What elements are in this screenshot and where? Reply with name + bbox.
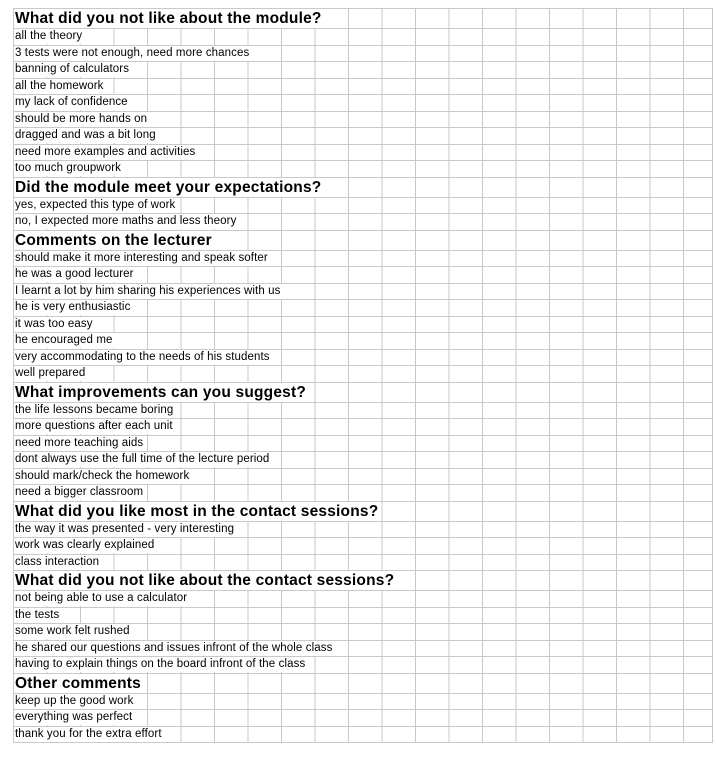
- section-heading: What did you not like about the contact sessions?: [15, 571, 397, 590]
- comment-row[interactable]: [13, 484, 712, 501]
- comment-text: not being able to use a calculator: [15, 591, 190, 606]
- section-header-row[interactable]: [13, 673, 712, 693]
- section-header-row[interactable]: [13, 382, 712, 402]
- comment-row[interactable]: [13, 213, 712, 230]
- comment-text: he is very enthusiastic: [15, 300, 133, 315]
- comment-row[interactable]: [13, 623, 712, 640]
- comment-text: need a bigger classroom: [15, 485, 146, 500]
- section-heading: What did you not like about the module?: [15, 9, 325, 28]
- section-heading: Comments on the lecturer: [15, 231, 215, 250]
- comment-row[interactable]: [13, 468, 712, 485]
- comment-text: should be more hands on: [15, 112, 150, 127]
- comment-text: it was too easy: [15, 317, 96, 332]
- comment-text: some work felt rushed: [15, 624, 133, 639]
- comment-text: he encouraged me: [15, 333, 116, 348]
- comment-text: all the homework: [15, 79, 107, 94]
- comment-row[interactable]: [13, 554, 712, 571]
- comment-row[interactable]: [13, 283, 712, 300]
- section-header-row[interactable]: [13, 230, 712, 250]
- comment-row[interactable]: [13, 726, 712, 743]
- comment-row[interactable]: [13, 316, 712, 333]
- comment-text: need more teaching aids: [15, 436, 146, 451]
- comment-row[interactable]: [13, 160, 712, 177]
- section-heading: Other comments: [15, 674, 144, 693]
- comment-row[interactable]: [13, 250, 712, 267]
- comment-row[interactable]: [13, 144, 712, 161]
- comment-row[interactable]: [13, 45, 712, 62]
- comment-text: work was clearly explained: [15, 538, 157, 553]
- comment-row[interactable]: [13, 537, 712, 554]
- comment-text: well prepared: [15, 366, 88, 381]
- section-header-row[interactable]: [13, 177, 712, 197]
- comment-text: class interaction: [15, 555, 102, 570]
- comment-text: keep up the good work: [15, 694, 136, 709]
- comment-row[interactable]: [13, 365, 712, 382]
- comment-text: the life lessons became boring: [15, 403, 176, 418]
- comment-row[interactable]: [13, 693, 712, 710]
- comment-text: thank you for the extra effort: [15, 727, 165, 742]
- comment-text: dont always use the full time of the lecture period: [15, 452, 272, 467]
- comment-row[interactable]: [13, 349, 712, 366]
- comment-row[interactable]: [13, 402, 712, 419]
- comment-text: dragged and was a bit long: [15, 128, 159, 143]
- comment-row[interactable]: [13, 607, 712, 624]
- comment-row[interactable]: [13, 451, 712, 468]
- comment-row[interactable]: [13, 197, 712, 214]
- comment-text: need more examples and activities: [15, 145, 198, 160]
- comment-row[interactable]: [13, 111, 712, 128]
- comment-text: having to explain things on the board infront of the class: [15, 657, 308, 672]
- comment-row[interactable]: [13, 435, 712, 452]
- comment-text: all the theory: [15, 29, 85, 44]
- comment-text: he was a good lecturer: [15, 267, 137, 282]
- section-heading: What did you like most in the contact sessions?: [15, 502, 381, 521]
- comment-row[interactable]: [13, 299, 712, 316]
- comment-row[interactable]: [13, 640, 712, 657]
- section-header-row[interactable]: [13, 8, 712, 28]
- comment-row[interactable]: [13, 418, 712, 435]
- comment-row[interactable]: [13, 332, 712, 349]
- comment-row[interactable]: [13, 28, 712, 45]
- comment-text: 3 tests were not enough, need more chances: [15, 46, 252, 61]
- comment-text: the way it was presented - very interesting: [15, 522, 237, 537]
- comment-text: banning of calculators: [15, 62, 132, 77]
- comment-row[interactable]: [13, 94, 712, 111]
- comment-text: should mark/check the homework: [15, 469, 192, 484]
- comment-text: too much groupwork: [15, 161, 124, 176]
- comment-row[interactable]: [13, 590, 712, 607]
- comment-text: my lack of confidence: [15, 95, 131, 110]
- comment-text: he shared our questions and issues infront of the whole class: [15, 641, 335, 656]
- comment-row[interactable]: [13, 78, 712, 95]
- spreadsheet-grid: [13, 8, 713, 743]
- comment-text: more questions after each unit: [15, 419, 176, 434]
- section-heading: Did the module meet your expectations?: [15, 178, 324, 197]
- section-header-row[interactable]: [13, 501, 712, 521]
- section-heading: What improvements can you suggest?: [15, 383, 309, 402]
- section-header-row[interactable]: [13, 570, 712, 590]
- comment-row[interactable]: [13, 61, 712, 78]
- comment-text: no, I expected more maths and less theory: [15, 214, 239, 229]
- comment-text: everything was perfect: [15, 710, 135, 725]
- comment-row[interactable]: [13, 127, 712, 144]
- comment-row[interactable]: [13, 709, 712, 726]
- comment-text: yes, expected this type of work: [15, 198, 178, 213]
- comment-row[interactable]: [13, 521, 712, 538]
- comment-text: should make it more interesting and speak softer: [15, 251, 271, 266]
- comment-text: very accommodating to the needs of his students: [15, 350, 273, 365]
- comment-row[interactable]: [13, 266, 712, 283]
- comment-text: I learnt a lot by him sharing his experiences with us: [15, 284, 283, 299]
- comment-text: the tests: [15, 608, 62, 623]
- comment-row[interactable]: [13, 656, 712, 673]
